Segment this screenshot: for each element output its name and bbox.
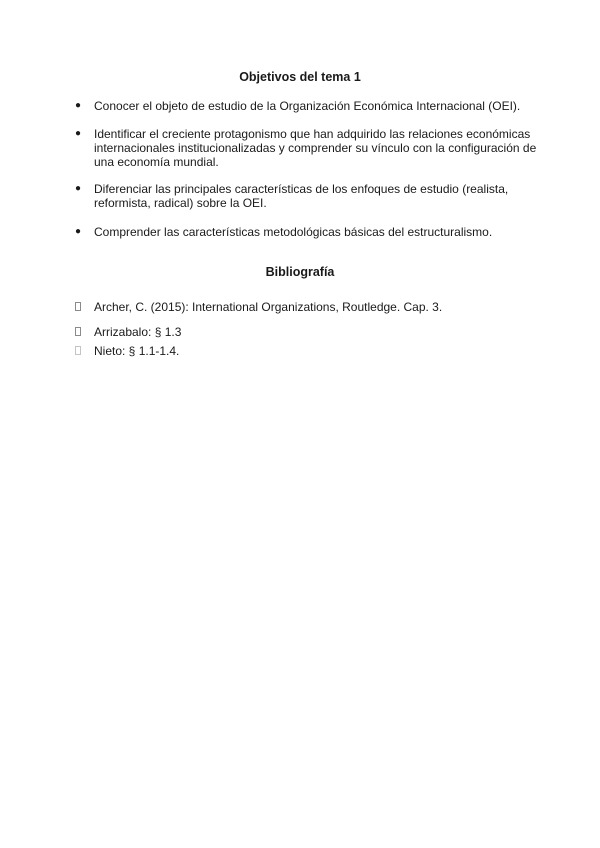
bibliography-text: Arrizabalo: § 1.3 [94,325,182,339]
objective-item [75,127,545,169]
unrendered-glyph-box-icon [75,346,81,355]
objective-text: Comprender las características metodológicas básicas del estructuralismo. [94,225,493,239]
bibliography-text: Nieto: § 1.1-1.4. [94,344,180,358]
objective-text: Identificar el creciente protagonismo que han adquirido las relaciones económicas internacionales institucionalizadas y comprender su vínculo con la configuración de una economía mundial. [94,127,537,169]
objective-text: Conocer el objeto de estudio de la Organización Económica Internacional (OEI). [94,99,521,113]
objective-item [75,99,545,113]
unrendered-glyph-box-icon [75,327,81,336]
objectives-heading: Objetivos del tema 1 [239,70,361,84]
unrendered-glyph-box-icon [75,302,81,311]
bullet-icon: ● [75,183,82,194]
bullet-icon: ● [75,100,82,111]
objective-item [75,182,545,210]
bullet-icon: ● [75,226,82,237]
bibliography-text: Archer, C. (2015): International Organizations, Routledge. Cap. 3. [94,300,443,314]
objective-item [75,225,545,239]
bibliography-item [75,300,545,314]
objective-text: Diferenciar las principales características de los enfoques de estudio (realista, reformista, radical) sobre la OEI. [94,182,509,210]
bibliography-item [75,325,545,339]
bibliography-heading: Bibliografía [265,265,335,279]
bullet-icon: ● [75,128,82,139]
bibliography-item [75,344,545,358]
